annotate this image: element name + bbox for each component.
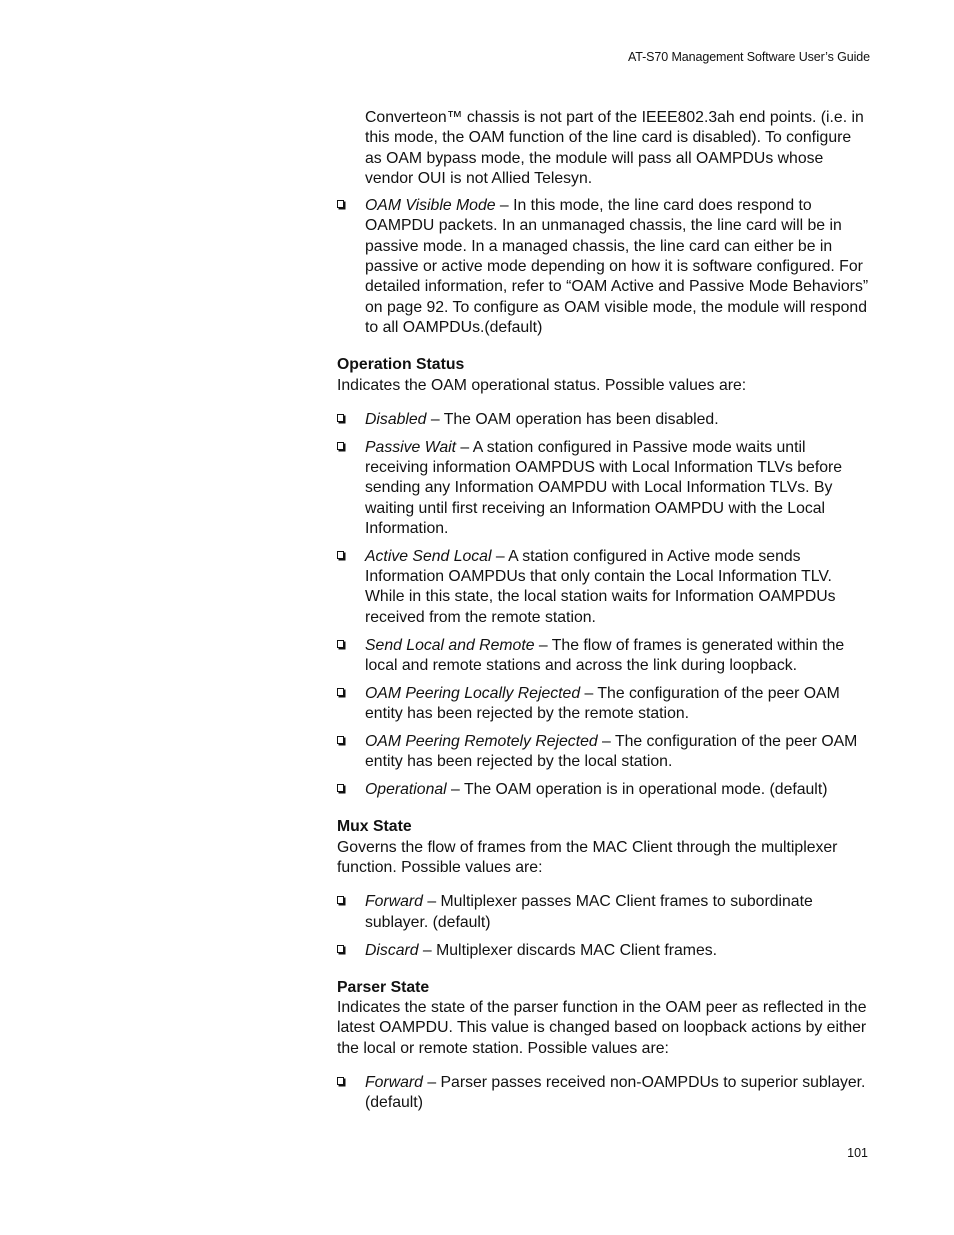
box-bullet-icon	[337, 945, 344, 953]
item-description: – The OAM operation is in operational mode. (default)	[446, 781, 828, 799]
item-term: OAM Peering Remotely Rejected	[365, 732, 598, 750]
box-bullet-icon	[337, 688, 344, 696]
item-description: – The configuration of the peer OAM entity has been rejected by the local station.	[365, 732, 858, 771]
list-item	[337, 892, 870, 933]
item-term: Passive Wait	[365, 438, 457, 456]
box-bullet-icon	[337, 442, 344, 450]
item-term: Forward	[365, 1074, 423, 1092]
item-description: – In this mode, the line card does respond to OAMPDU packets. In an unmanaged chassis, the line card will be in passive mode. In a managed chassis, the line card can either be in passive or active mode depending on how it is software configured. For detailed information, refer to “OAM Active and Passive Mode Behaviors” on page 92. To configure as OAM visible mode, the module will respond to all OAMPDUs.(default)	[365, 197, 869, 336]
item-description: – The flow of frames is generated within the local and remote stations and across the link during loopback.	[365, 636, 845, 674]
running-header: AT-S70 Management Software User’s Guide	[627, 50, 870, 64]
list-item	[337, 636, 870, 677]
page-number: 101	[847, 1146, 868, 1160]
item-description: – Multiplexer discards MAC Client frames.	[418, 941, 718, 959]
item-description: – Multiplexer passes MAC Client frames to subordinate sublayer. (default)	[365, 893, 813, 931]
item-description: – Parser passes received non-OAMPDUs to superior sublayer. (default)	[365, 1074, 866, 1112]
box-bullet-icon	[337, 736, 344, 744]
list-item	[337, 732, 870, 773]
item-term: Active Send Local	[365, 547, 492, 565]
item-term: Send Local and Remote	[365, 636, 535, 654]
list-item	[337, 780, 870, 800]
item-term: OAM Visible Mode	[365, 197, 496, 215]
item-term: Disabled	[365, 410, 427, 428]
box-bullet-icon	[337, 551, 344, 559]
item-term: Operational	[365, 781, 447, 799]
list-item	[337, 547, 870, 628]
box-bullet-icon	[337, 1077, 344, 1085]
list-item	[337, 941, 870, 961]
continued-paragraph: Converteon™ chassis is not part of the IEEE802.3ah end points. (i.e. in this mode, the OAM function of the line card is disabled). To configure as OAM bypass mode, the module will pass all OAMPDUs whose vendor OUI is not Allied Telesyn.	[365, 109, 864, 187]
item-term: Forward	[365, 893, 423, 911]
list-item	[337, 1073, 870, 1114]
box-bullet-icon	[337, 414, 344, 422]
item-description: – The configuration of the peer OAM entity has been rejected by the remote station.	[365, 684, 840, 723]
item-description: – A station configured in Passive mode waits until receiving information OAMPDUS with Local Information TLVs before sending any Information OAMPDU with Local Information TLVs. By waiting until first receiving an Information OAMPDU with the Local Information.	[365, 438, 843, 537]
bullet-item-oam-visible-mode	[337, 196, 870, 338]
list-item	[337, 438, 870, 539]
section-heading-operation-status: Operation Status	[337, 356, 465, 374]
item-description: – The OAM operation has been disabled.	[426, 410, 719, 428]
page-body	[337, 108, 870, 1121]
section-heading-mux-state: Mux State	[337, 818, 412, 836]
item-term: Discard	[365, 941, 419, 959]
list-item	[337, 410, 870, 430]
section-intro: Indicates the state of the parser function in the OAM peer as reflected in the latest OAMPDU. This value is changed based on loopback actions by either the local or remote station. Possible values are:	[337, 999, 867, 1057]
list-item	[337, 684, 870, 725]
item-term: OAM Peering Locally Rejected	[365, 684, 581, 702]
box-bullet-icon	[337, 896, 344, 904]
box-bullet-icon	[337, 640, 344, 648]
item-description: – A station configured in Active mode sends Information OAMPDUs that only contain the Local Information TLV. While in this state, the local station waits for Information OAMPDUs received from the remote station.	[365, 547, 836, 626]
section-intro: Governs the flow of frames from the MAC Client through the multiplexer function. Possible values are:	[337, 838, 838, 877]
box-bullet-icon	[337, 200, 344, 208]
box-bullet-icon	[337, 784, 344, 792]
section-heading-parser-state: Parser State	[337, 978, 430, 996]
section-intro: Indicates the OAM operational status. Possible values are:	[337, 376, 747, 394]
